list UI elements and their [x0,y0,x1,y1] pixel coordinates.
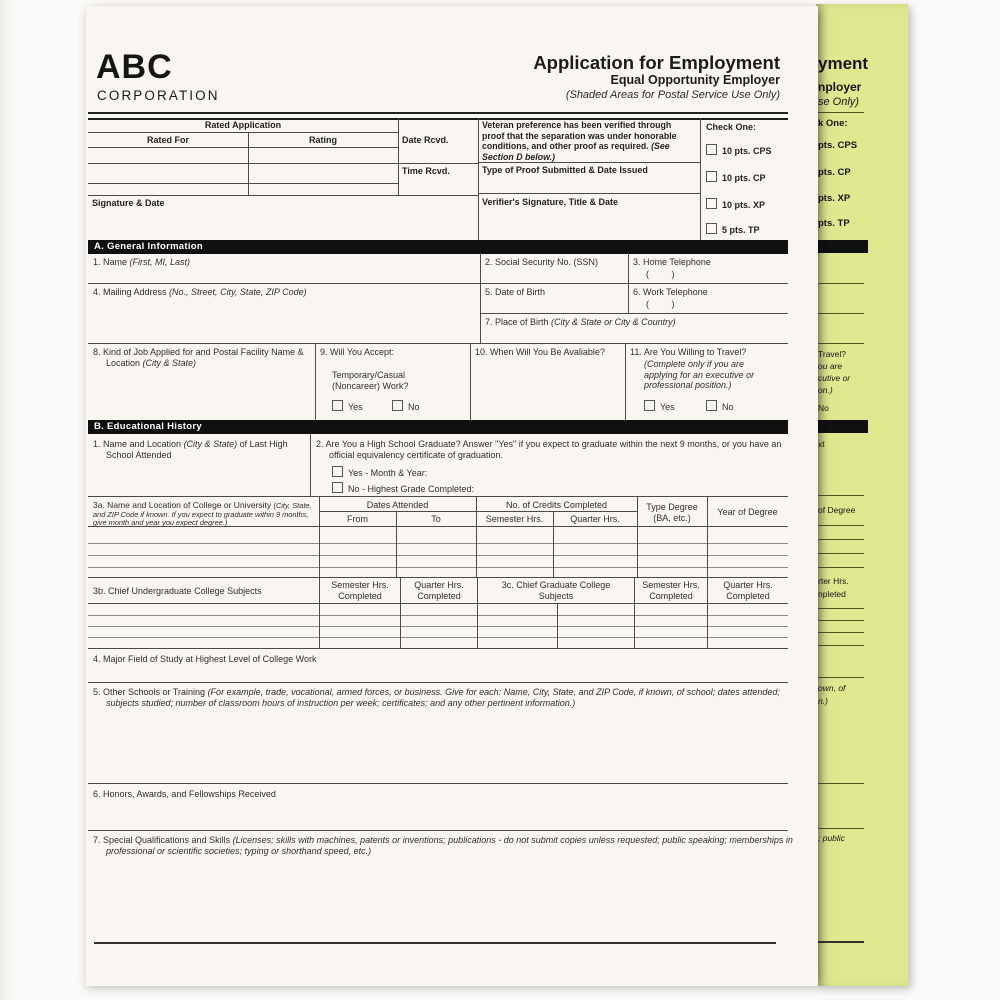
rule [398,118,399,195]
field-will-you-accept: 9. Will You Accept: [320,347,395,357]
rule [480,253,481,343]
from-header: From [347,514,368,524]
field-ssn[interactable]: 2. Social Security No. (SSN) [485,257,599,267]
rule [88,132,398,133]
rule [700,118,701,240]
company-subname: CORPORATION [97,88,220,103]
type-degree-header: Type Degree (BA, etc.) [646,502,698,523]
copy-hint-fragment: own, of [818,683,846,693]
copy-qtrhrs-fragment: rter Hrs. [818,576,849,586]
copy-rule [816,495,864,496]
bottom-rule [94,942,776,944]
veteran-text: Veteran preference has been verified through proof that the separation was under honorable conditions, and other proof as required. [482,120,677,152]
table-empty-row[interactable] [88,626,788,627]
section-b-header: B. Educational History [88,420,788,434]
signature-date-label: Signature & Date [92,198,165,208]
job-hint: (City & State) [142,357,197,368]
college-label: 3a. Name and Location of College or University [93,500,274,510]
dates-attended-header: Dates Attended [366,500,429,510]
copy-completed-fragment: npleted [818,589,846,599]
copy-rule [816,632,864,633]
field-kind-of-job[interactable] [93,347,318,368]
grad-subjects-header: 3c. Chief Graduate College Subjects [501,580,611,601]
field-when-available[interactable]: 10. When Will You Be Avaliable? [475,347,605,357]
rule [557,603,558,648]
copy-public-fragment: ; public [818,833,845,843]
subjects-table [88,577,788,649]
copy-title-fragment: yment [818,54,869,73]
form-body [88,8,793,984]
veteran-preference-text [482,120,696,162]
copy-rule [816,608,864,609]
travel-yes-option [644,400,675,413]
no-label: No [408,402,420,412]
field-honors-awards[interactable]: 6. Honors, Awards, and Fellowships Received [93,789,276,799]
application-form-page [86,6,818,986]
copy-rule [816,677,864,678]
highschool-label2: of Last High School Attended [106,439,288,460]
sem-completed2-header: Semester Hrs. Completed [642,580,700,601]
rated-for-column: Rated For [146,135,189,145]
other-schools-label: 5. Other Schools or Training [93,687,208,697]
copy-hint-fragment: on.) [818,385,833,395]
copy-rule [816,525,864,526]
home-phone-parens: ( ) [646,269,675,279]
temporary-casual-label: Temporary/Casual (Noncareer) Work? [332,370,409,391]
form-subtitle: Equal Opportunity Employer [610,73,780,87]
field-major-field[interactable]: 4. Major Field of Study at Highest Level of College Work [93,654,317,664]
table-empty-row[interactable] [88,555,788,556]
copy-subtitle-fragment: nployer [818,80,862,94]
copy-hint-fragment: n.) [818,696,828,706]
rule [88,603,788,604]
job-label: 8. Kind of Job Applied for and Postal Facility Name & Location [93,347,304,368]
accept-no-checkbox[interactable] [392,400,403,411]
check-option-tp [706,223,760,236]
to-header: To [431,514,441,524]
copy-rule [816,313,864,314]
rule [707,577,708,648]
copy-rule [816,553,864,554]
rule [637,497,638,577]
table-empty-row[interactable] [88,543,788,544]
graduate-yes-checkbox[interactable] [332,466,343,477]
graduate-yes-option [332,466,427,479]
field-hs-graduate: 2. Are You a High School Graduate? Answer "Yes" if you expect to graduate within the next 9 months, or you have an official equivalency certificate of graduation. [316,439,782,460]
rule [478,193,700,194]
check-one-label: Check One: [706,122,757,132]
rule [470,343,471,420]
table-empty-row[interactable] [88,567,788,568]
copy-rule [816,539,864,540]
rule [88,343,788,344]
year-degree-header: Year of Degree [717,507,778,517]
address-label: 4. Mailing Address [93,287,170,297]
accept-no-option [392,400,420,413]
table-empty-row[interactable] [88,615,788,616]
field-date-of-birth[interactable]: 5. Date of Birth [485,287,546,297]
birthplace-hint: (City & State or City & Country) [551,317,676,327]
xp-checkbox[interactable] [706,198,717,209]
yes-label: Yes [660,402,675,412]
semester-hrs-header: Semester Hrs. [485,514,544,524]
field-name[interactable] [93,257,190,268]
check-option-cp [706,171,766,184]
quarter-hrs-header: Quarter Hrs. [570,514,620,524]
copy-rule [816,620,864,621]
cps-label: 10 pts. CPS [722,146,772,156]
copy-no-fragment: No [818,403,829,413]
copy-hint-fragment: cutive or [818,373,851,383]
section-a-header: A. General Information [88,240,788,254]
graduate-no-checkbox[interactable] [332,482,343,493]
rule [88,183,398,184]
copy-rule [816,283,864,284]
copy-rule [816,783,864,784]
copy-text-fragment: xt [818,439,825,449]
rule [319,511,637,512]
rule [628,253,629,313]
copy-tp-fragment: pts. TP [818,218,850,229]
special-skills-label: 7. Special Qualifications and Skills [93,835,233,845]
copy-hint-fragment: ou are [818,361,843,371]
copy-bottom-rule [816,941,864,943]
rule [478,118,479,240]
form-note: (Shaded Areas for Postal Service Use Only) [565,89,780,101]
copy-travel-fragment: Travel? [818,349,847,359]
copy-cps-fragment: pts. CPS [818,140,858,151]
rule [400,577,401,648]
rule [88,682,788,683]
copy-rule [816,112,864,113]
rule [319,577,320,648]
travel-no-checkbox[interactable] [706,400,717,411]
copy-section-a-bar [816,240,868,253]
highschool-label: 1. Name and Location [93,439,184,449]
college-table [88,496,788,578]
rated-application-header: Rated Application [204,120,282,130]
copy-cp-fragment: pts. CP [818,167,851,178]
form-title: Application for Employment [533,52,780,73]
travel-no-option [706,400,734,413]
rule [480,313,788,314]
tp-label: 5 pts. TP [722,225,760,235]
field-work-telephone[interactable]: 6. Work Telephone [633,287,708,297]
work-phone-parens: ( ) [646,299,675,309]
sem-completed-header: Semester Hrs. Completed [331,580,389,601]
date-received-label: Date Rcvd. [402,135,449,145]
field-willing-to-travel: 11. Are You Willing to Travel? [630,347,747,357]
rule [634,577,635,648]
rule [477,577,478,648]
copy-rule [816,567,864,568]
no-label: No [722,402,734,412]
name-label: 1. Name [93,257,130,267]
rule [625,343,626,420]
cps-checkbox[interactable] [706,144,717,155]
college-name-header [93,501,315,528]
carbon-copy-sheet [816,4,908,986]
rating-column: Rating [309,135,337,145]
verifier-signature-label: Verifier's Signature, Title & Date [482,197,619,207]
special-skills-hint: (Licenses; skills with machines, patents or inventions; publications - do not submit copies unless requested; public speaking; memberships in professional or scientific societies; typing or shorthand speed, etc.) [106,835,793,856]
graduate-no-option [332,482,474,495]
copy-rule [816,828,864,829]
travel-hint: (Complete only if you are applying for an executive or professional position.) [644,359,755,390]
table-empty-row[interactable] [88,637,788,638]
rule [88,830,788,831]
check-option-cps [706,144,772,157]
type-of-proof-label: Type of Proof Submitted & Date Issued [482,165,648,175]
copy-rule [816,645,864,646]
field-place-of-birth[interactable] [485,317,676,328]
copy-checkone-fragment: k One: [818,118,848,129]
accept-yes-option [332,400,363,413]
rule [88,147,398,148]
qtr-completed-header: Quarter Hrs. Completed [414,580,464,601]
header-rule [88,112,788,114]
field-other-schools[interactable] [93,687,796,708]
xp-label: 10 pts. XP [722,200,766,210]
travel-yes-checkbox[interactable] [644,400,655,411]
copy-section-b-bar [816,420,868,433]
graduate-yes-label: Yes - Month & Year: [348,468,428,478]
rule [88,195,478,196]
field-high-school[interactable] [93,439,311,460]
field-mailing-address[interactable] [93,287,307,298]
form-heading [388,52,780,102]
address-hint: (No., Street, City, State, ZIP Code) [169,287,307,297]
yes-label: Yes [348,402,363,412]
rule [707,497,708,577]
qtr-completed2-header: Quarter Hrs. Completed [723,580,773,601]
check-option-xp [706,198,765,211]
rule [88,283,788,284]
cp-checkbox[interactable] [706,171,717,182]
college-hint: (City, State, and ZIP Code if known. If you expect to graduate within 9 months, give month and year you expect degree.) [93,501,312,528]
undergrad-subjects-header: 3b. Chief Undergraduate College Subjects [93,586,262,596]
copy-degree-fragment: of Degree [818,505,856,515]
graduate-no-label: No - Highest Grade Completed: [348,484,475,494]
copy-xp-fragment: pts. XP [818,193,851,204]
accept-yes-checkbox[interactable] [332,400,343,411]
rule [88,783,788,784]
time-received-label: Time Rcvd. [402,166,450,176]
cp-label: 10 pts. CP [722,173,766,183]
copy-note-fragment: se Only) [818,96,859,108]
birthplace-label: 7. Place of Birth [485,317,552,327]
copy-rule [816,343,864,344]
other-schools-hint: (For example, trade, vocational, armed forces, or business. Give for each: Name, City, State, and ZIP Code, if known, of school; dates attended; subjects studied; number of classroom hours of instruction per week; certificates; and any other pertinent information.) [106,687,780,708]
company-logo: ABC [96,48,173,86]
veteran-see-section: (See Section D below.) [482,141,670,162]
field-special-qualifications[interactable] [93,835,796,856]
name-hint: (First, MI, Last) [129,257,191,267]
highschool-hint: (City & State) [183,439,238,449]
rule [88,163,478,164]
field-home-telephone[interactable]: 3. Home Telephone [633,257,711,267]
credits-header: No. of Credits Completed [505,500,608,510]
tp-checkbox[interactable] [706,223,717,234]
